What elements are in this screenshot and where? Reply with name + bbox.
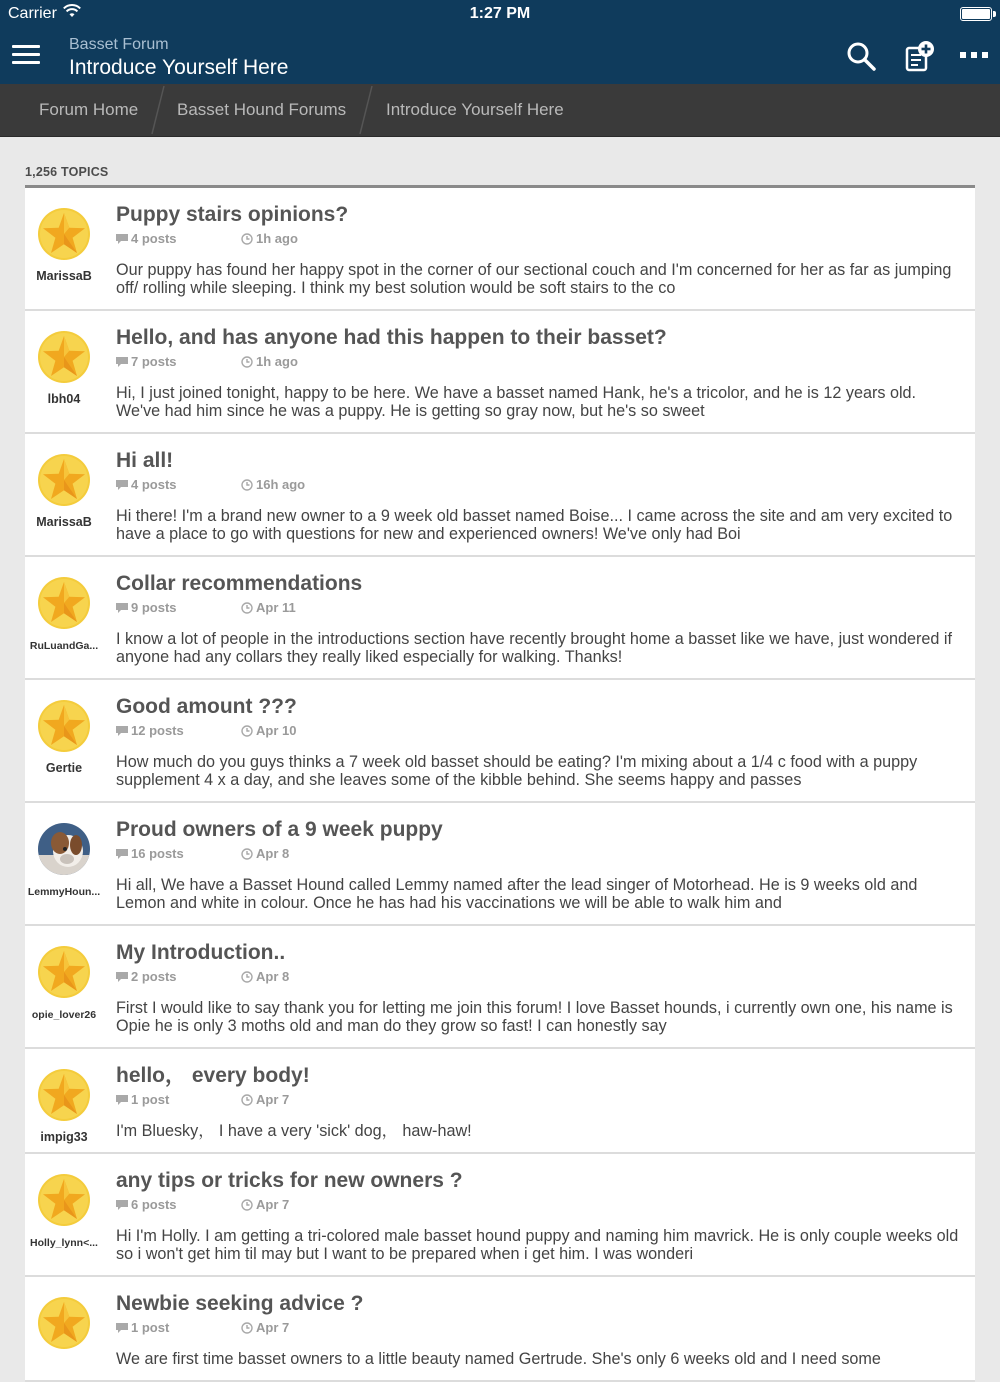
topic-content (116, 1154, 975, 1275)
topic-row[interactable] (25, 434, 975, 557)
topic-meta (116, 354, 959, 372)
more-options-icon[interactable] (958, 44, 990, 64)
comment-icon (116, 1200, 128, 1211)
comment-icon (116, 1095, 128, 1106)
menu-button[interactable] (12, 45, 40, 65)
page-title: Introduce Yourself Here (69, 56, 289, 79)
topic-time: Apr 11 (241, 600, 296, 615)
star-avatar-icon[interactable] (38, 1297, 90, 1349)
clock-icon (241, 356, 253, 368)
comment-icon (116, 972, 128, 983)
comment-icon (116, 603, 128, 614)
forum-name: Basset Forum (69, 36, 169, 53)
topic-excerpt: Hi, I just joined tonight, happy to be here. We have a basset named Hank, he's a tricolor, and he is 12 years old. We've had him since he was a puppy. He is getting so gray now, but he's so sweet (116, 384, 917, 420)
breadcrumb-introduce-yourself[interactable]: Introduce Yourself Here (386, 100, 564, 119)
topic-time: Apr 7 (241, 1092, 289, 1107)
star-avatar-icon[interactable] (38, 331, 90, 383)
post-count: 7 posts (116, 354, 177, 369)
clock-icon (241, 479, 253, 491)
topic-time: 1h ago (241, 354, 298, 369)
breadcrumb-forum-home[interactable]: Forum Home (39, 100, 139, 119)
app-header (0, 0, 1000, 84)
topic-author[interactable]: opie_lover26 (31, 1009, 97, 1021)
breadcrumb-basset-hound-forums[interactable]: Basset Hound Forums (177, 100, 347, 119)
topic-content (116, 188, 975, 309)
comment-icon (116, 849, 128, 860)
star-avatar-icon[interactable] (38, 208, 90, 260)
topic-meta (116, 1092, 959, 1110)
battery-icon (960, 7, 992, 21)
topic-title[interactable]: Puppy stairs opinions? (116, 203, 349, 226)
topic-row[interactable] (25, 926, 975, 1049)
comment-icon (116, 234, 128, 245)
topic-title[interactable]: Hello, and has anyone had this happen to their basset? (116, 326, 667, 349)
topic-title[interactable]: any tips or tricks for new owners ? (116, 1169, 463, 1192)
comment-icon (116, 1323, 128, 1334)
star-avatar-icon[interactable] (38, 1069, 90, 1121)
topic-author[interactable]: lbh04 (47, 392, 81, 406)
post-count: 2 posts (116, 969, 177, 984)
topic-author[interactable]: LemmyHoun... (27, 886, 101, 898)
topic-time: 16h ago (241, 477, 305, 492)
topic-title[interactable]: My Introduction.. (116, 941, 286, 964)
topic-row[interactable] (25, 803, 975, 926)
topic-row[interactable] (25, 680, 975, 803)
new-topic-icon[interactable] (904, 40, 936, 72)
clock-icon (241, 233, 253, 245)
topic-title[interactable]: Collar recommendations (116, 572, 363, 595)
carrier-label: Carrier (8, 5, 57, 22)
topic-title[interactable]: Hi all! (116, 449, 174, 472)
topic-content (116, 1277, 975, 1380)
clock-icon (241, 1322, 253, 1334)
clock-icon (241, 602, 253, 614)
topic-row[interactable] (25, 311, 975, 434)
topic-content (116, 680, 975, 801)
topic-author[interactable]: MarissaB (36, 269, 92, 283)
post-count: 9 posts (116, 600, 177, 615)
post-count: 12 posts (116, 723, 184, 738)
star-avatar-icon[interactable] (38, 946, 90, 998)
topic-excerpt: How much do you guys thinks a 7 week old basset should be eating? I'm mixing about a 1/4 c food with a puppy supplement 4 x a day, and she leaves some of the kibble behind. She seems happy and passes (116, 753, 918, 789)
topic-row[interactable] (25, 1049, 975, 1154)
topic-meta (116, 231, 959, 249)
topic-meta (116, 846, 959, 864)
topic-content (116, 434, 975, 555)
topic-meta (116, 600, 959, 618)
topic-time: 1h ago (241, 231, 298, 246)
topic-time: Apr 7 (241, 1197, 289, 1212)
post-count: 4 posts (116, 231, 177, 246)
topic-excerpt: Hi I'm Holly. I am getting a tri-colored male basset hound puppy and naming him mavrick. He is only couple weeks old so i won't get him til may but I want to be prepared when i get him. I was wonderi (116, 1227, 959, 1263)
clock-icon (241, 725, 253, 737)
topic-title[interactable]: hello， every body! (116, 1064, 310, 1087)
user-photo-avatar[interactable] (38, 823, 90, 875)
topic-title[interactable]: Newbie seeking advice ? (116, 1292, 364, 1315)
topic-row[interactable] (25, 1154, 975, 1277)
topic-content (116, 557, 975, 678)
clock-icon (241, 848, 253, 860)
menu-icon (12, 45, 40, 48)
topic-time: Apr 8 (241, 969, 289, 984)
topic-excerpt: I'm Bluesky， I have a very 'sick' dog， haw-haw! (116, 1122, 472, 1140)
topic-time: Apr 7 (241, 1320, 289, 1335)
topic-author[interactable]: RuLuandGa... (29, 640, 99, 652)
topic-list (25, 185, 975, 1382)
breadcrumb (0, 84, 1000, 137)
topic-excerpt: I know a lot of people in the introductions section have recently brought home a basset like we have, just wondered if anyone had any collars they really liked especially for walking. Thanks! (116, 630, 952, 666)
breadcrumb-separator (150, 84, 166, 136)
topic-content (116, 926, 975, 1047)
topic-row[interactable] (25, 188, 975, 311)
clock-icon (241, 1094, 253, 1106)
clock-icon (241, 971, 253, 983)
post-count: 16 posts (116, 846, 184, 861)
star-avatar-icon[interactable] (38, 700, 90, 752)
comment-icon (116, 480, 128, 491)
topic-author[interactable]: MarissaB (36, 515, 92, 529)
status-bar (0, 0, 1000, 28)
topic-time: Apr 8 (241, 846, 289, 861)
comment-icon (116, 726, 128, 737)
topic-excerpt: Our puppy has found her happy spot in the corner of our sectional couch and I'm concerned for her as far as jumping off/ rolling while sleeping. I think my best solution would be soft stairs to the co (116, 261, 952, 297)
topic-excerpt: Hi there! I'm a brand new owner to a 9 week old basset named Boise... I came across the site and am very excited to have a place to go with questions for new and experienced owners! We've only had Boi (116, 507, 953, 543)
topic-title[interactable]: Good amount ??? (116, 695, 297, 718)
topic-meta (116, 477, 959, 495)
star-avatar-icon[interactable] (38, 1174, 90, 1226)
clock: 1:27 PM (469, 5, 531, 22)
topic-excerpt: First I would like to say thank you for letting me join this forum! I love Basset hounds, i currently own one, his name is Opie he is only 3 moths old and man do they grow so fast! I can honestly say (116, 999, 953, 1035)
topic-content (116, 1049, 975, 1152)
topic-meta (116, 1320, 959, 1338)
post-count: 1 post (116, 1092, 169, 1107)
post-count: 1 post (116, 1320, 169, 1335)
breadcrumb-separator (358, 84, 374, 136)
topic-time: Apr 10 (241, 723, 296, 738)
topic-author[interactable]: impig33 (40, 1130, 88, 1144)
star-avatar-icon[interactable] (38, 577, 90, 629)
clock-icon (241, 1199, 253, 1211)
topic-meta (116, 969, 959, 987)
topic-meta (116, 1197, 959, 1215)
topic-row[interactable] (25, 1277, 975, 1382)
search-icon[interactable] (845, 40, 877, 72)
topic-excerpt: Hi all, We have a Basset Hound called Lemmy named after the lead singer of Motorhead. He is 9 weeks old and Lemon and white in colour. Once he has had his vaccinations we will be able to walk him and (116, 876, 918, 912)
topic-excerpt: We are first time basset owners to a little beauty named Gertrude. She's only 6 weeks old and I need some (116, 1350, 881, 1368)
topic-row[interactable] (25, 557, 975, 680)
post-count: 6 posts (116, 1197, 177, 1212)
star-avatar-icon[interactable] (38, 454, 90, 506)
topics-count: 1,256 TOPICS (25, 165, 109, 179)
topic-author[interactable]: Holly_lynn<... (30, 1237, 98, 1249)
topic-content (116, 311, 975, 432)
post-count: 4 posts (116, 477, 177, 492)
topic-meta (116, 723, 959, 741)
topic-content (116, 803, 975, 924)
topic-title[interactable]: Proud owners of a 9 week puppy (116, 818, 443, 841)
comment-icon (116, 357, 128, 368)
topic-author[interactable]: Gertie (45, 761, 83, 775)
